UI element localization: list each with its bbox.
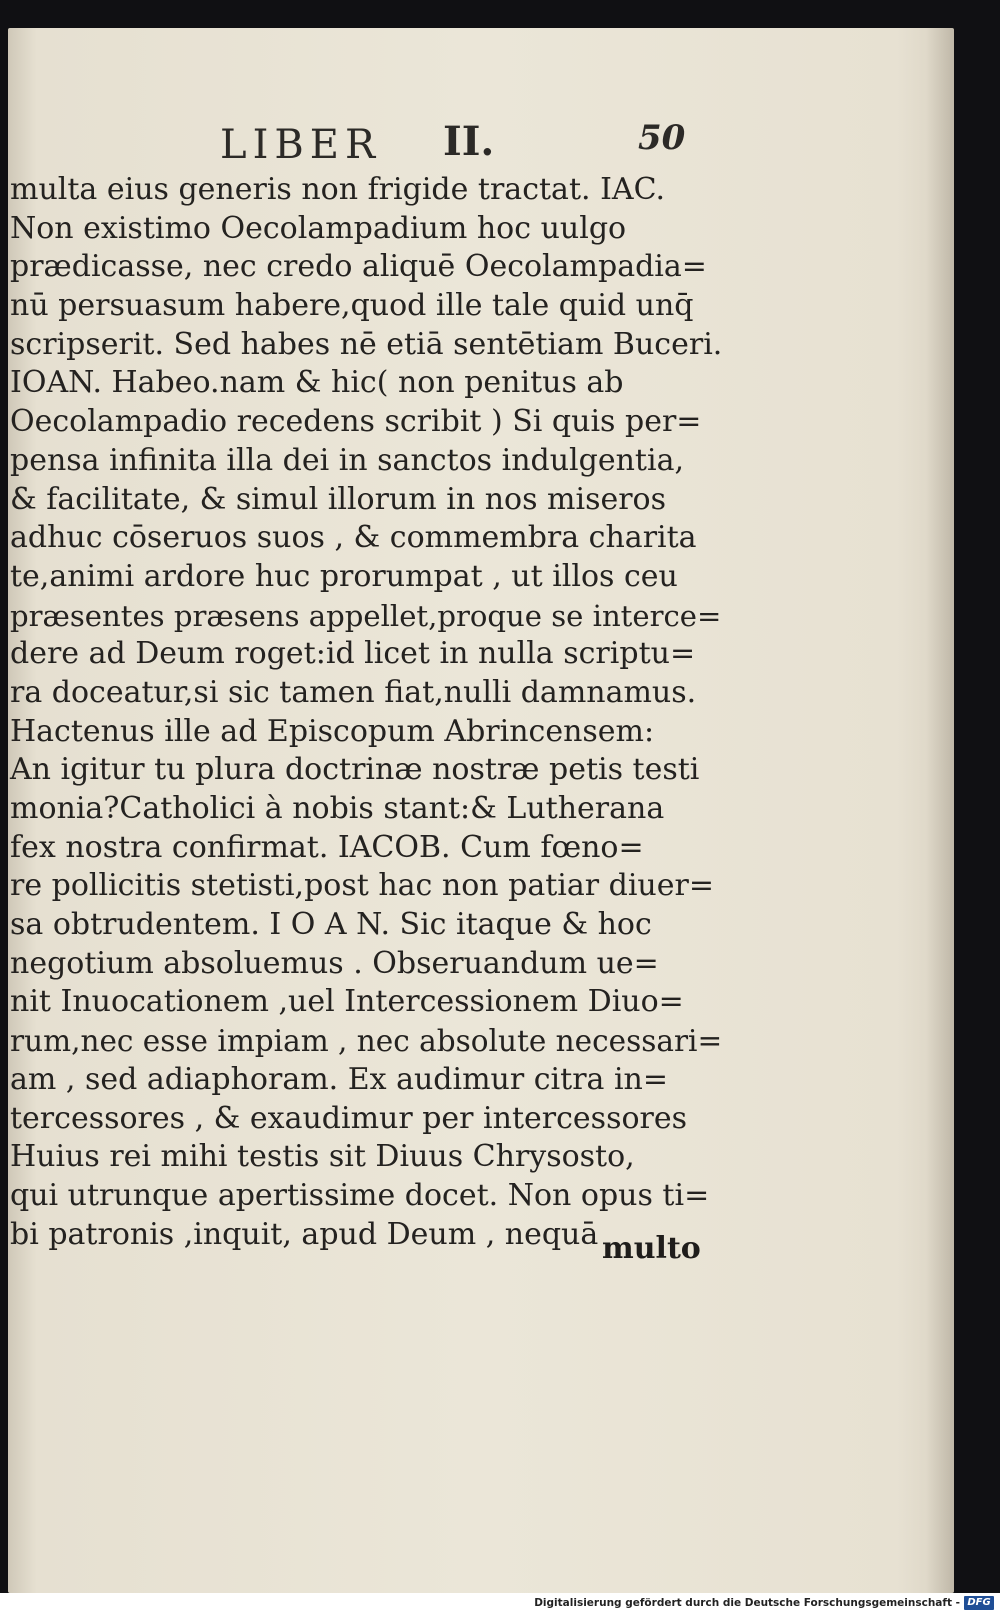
running-head: LIBER — [220, 122, 382, 168]
text-line: Non existimo Oecolampadium hoc uulgo — [10, 210, 627, 246]
text-line: Hactenus ille ad Episcopum Abrincensem: — [10, 713, 655, 749]
text-line: negotium absoluemus . Obseruandum ue= — [10, 945, 659, 981]
text-line: re pollicitis stetisti,post hac non patiar diuer= — [10, 868, 714, 904]
dfg-logo: DFG — [964, 1596, 994, 1610]
body-text — [10, 171, 723, 1254]
text-line: bi patronis ,inquit, apud Deum , nequā — [10, 1216, 599, 1252]
text-line: monia?Catholici à nobis stant:& Lutherana — [10, 791, 665, 826]
text-line: prædicasse, nec credo aliquē Oecolampadia= — [10, 249, 707, 285]
text-line: multa eius generis non frigide tractat. IAC. — [10, 172, 666, 207]
page-edge-shadow — [926, 28, 954, 1593]
book-page — [8, 28, 954, 1593]
text-line: An igitur tu plura doctrinæ nostræ petis testi — [10, 752, 700, 788]
text-line: am , sed adiaphoram. Ex audimur citra in= — [10, 1061, 669, 1097]
text-line: IOAN. Habeo.nam & hic( non penitus ab — [10, 365, 624, 401]
text-line: dere ad Deum roget:id licet in nulla scriptu= — [10, 636, 696, 672]
text-line: præsentes præsens appellet,proque se interce= — [10, 598, 722, 633]
text-line: nit Inuocationem ,uel Intercessionem Diuo= — [10, 984, 684, 1020]
folio-number: 50 — [638, 118, 686, 158]
text-line: te,animi ardore huc prorumpat , ut illos ceu — [10, 558, 678, 594]
text-line: ra doceatur,si sic tamen fiat,nulli damnamus. — [10, 674, 697, 710]
text-line: adhuc cōseruos suos , & commembra charita — [10, 520, 697, 556]
text-line: fex nostra confirmat. IACOB. Cum fœno= — [10, 829, 644, 865]
digitization-footer — [0, 1593, 1000, 1615]
book-number: II. — [443, 118, 495, 165]
text-line: nū persuasum habere,quod ille tale quid unq̄ — [10, 288, 694, 324]
text-line: Oecolampadio recedens scribit ) Si quis per= — [10, 404, 702, 440]
text-line: Huius rei mihi testis sit Diuus Chrysosto, — [10, 1139, 635, 1175]
text-line: qui utrunque apertissime docet. Non opus ti= — [10, 1177, 710, 1213]
catchword: multo — [602, 1231, 701, 1266]
text-line: sa obtrudentem. I O A N. Sic itaque & hoc — [10, 907, 652, 943]
text-line: tercessores , & exaudimur per intercessores — [10, 1100, 688, 1136]
text-line: rum,nec esse impiam , nec absolute necessari= — [10, 1024, 723, 1059]
text-line: scripserit. Sed habes nē etiā sentētiam Buceri. — [10, 326, 723, 362]
funding-credit: Digitalisierung gefördert durch die Deutsche Forschungsgemeinschaft - — [534, 1597, 960, 1609]
text-line: & facilitate, & simul illorum in nos miseros — [10, 481, 667, 517]
page-header — [8, 118, 954, 168]
text-line: pensa infinita illa dei in sanctos indulgentia, — [10, 442, 685, 478]
